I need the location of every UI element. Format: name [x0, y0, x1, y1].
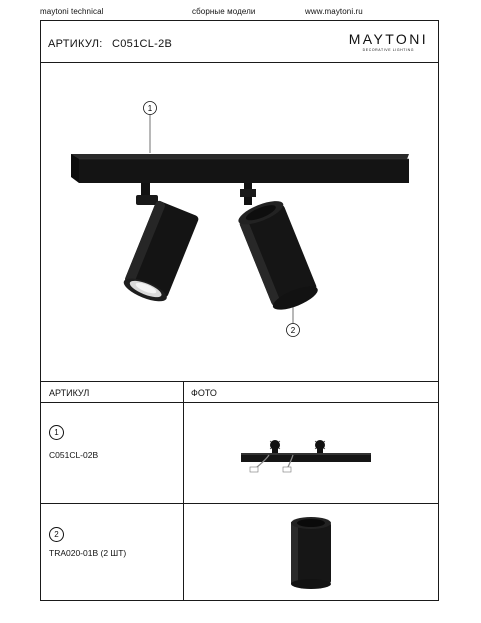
column-header-article: АРТИКУЛ — [49, 388, 90, 398]
header-brand-text: maytoni technical — [40, 7, 104, 16]
part-code: C051CL-02B — [49, 450, 99, 460]
column-header-photo: ФОТО — [191, 388, 217, 398]
callout-1-label: 1 — [147, 104, 153, 113]
spot-1 — [121, 183, 200, 306]
article-label: АРТИКУЛ: — [48, 38, 103, 50]
part-code: TRA020-01B (2 ШТ) — [49, 548, 127, 558]
row-number: 1 — [49, 425, 64, 440]
base-icon — [231, 433, 381, 478]
sheet-header — [41, 21, 438, 63]
table-header — [41, 382, 438, 403]
spot-2 — [236, 183, 321, 314]
product-drawing — [41, 63, 438, 381]
table-row — [41, 504, 438, 601]
parts-table — [41, 381, 438, 602]
track-light-illustration — [41, 63, 439, 381]
logo-subtitle: DECORATIVE LIGHTING — [362, 48, 415, 52]
header-website-link[interactable]: www.maytoni.ru — [305, 7, 363, 16]
track-base — [71, 154, 409, 183]
spot-cylinder-icon — [281, 514, 341, 592]
logo-wordmark: MAYTONI — [348, 31, 428, 47]
article-value: C051CL-2B — [112, 38, 173, 50]
header-category-text: сборные модели — [192, 7, 256, 16]
callout-1 — [144, 102, 157, 154]
maytoni-logo — [349, 31, 428, 52]
table-row — [41, 403, 438, 504]
row-number: 2 — [49, 527, 64, 542]
spec-sheet — [40, 20, 439, 601]
callout-2-label: 2 — [290, 326, 296, 335]
